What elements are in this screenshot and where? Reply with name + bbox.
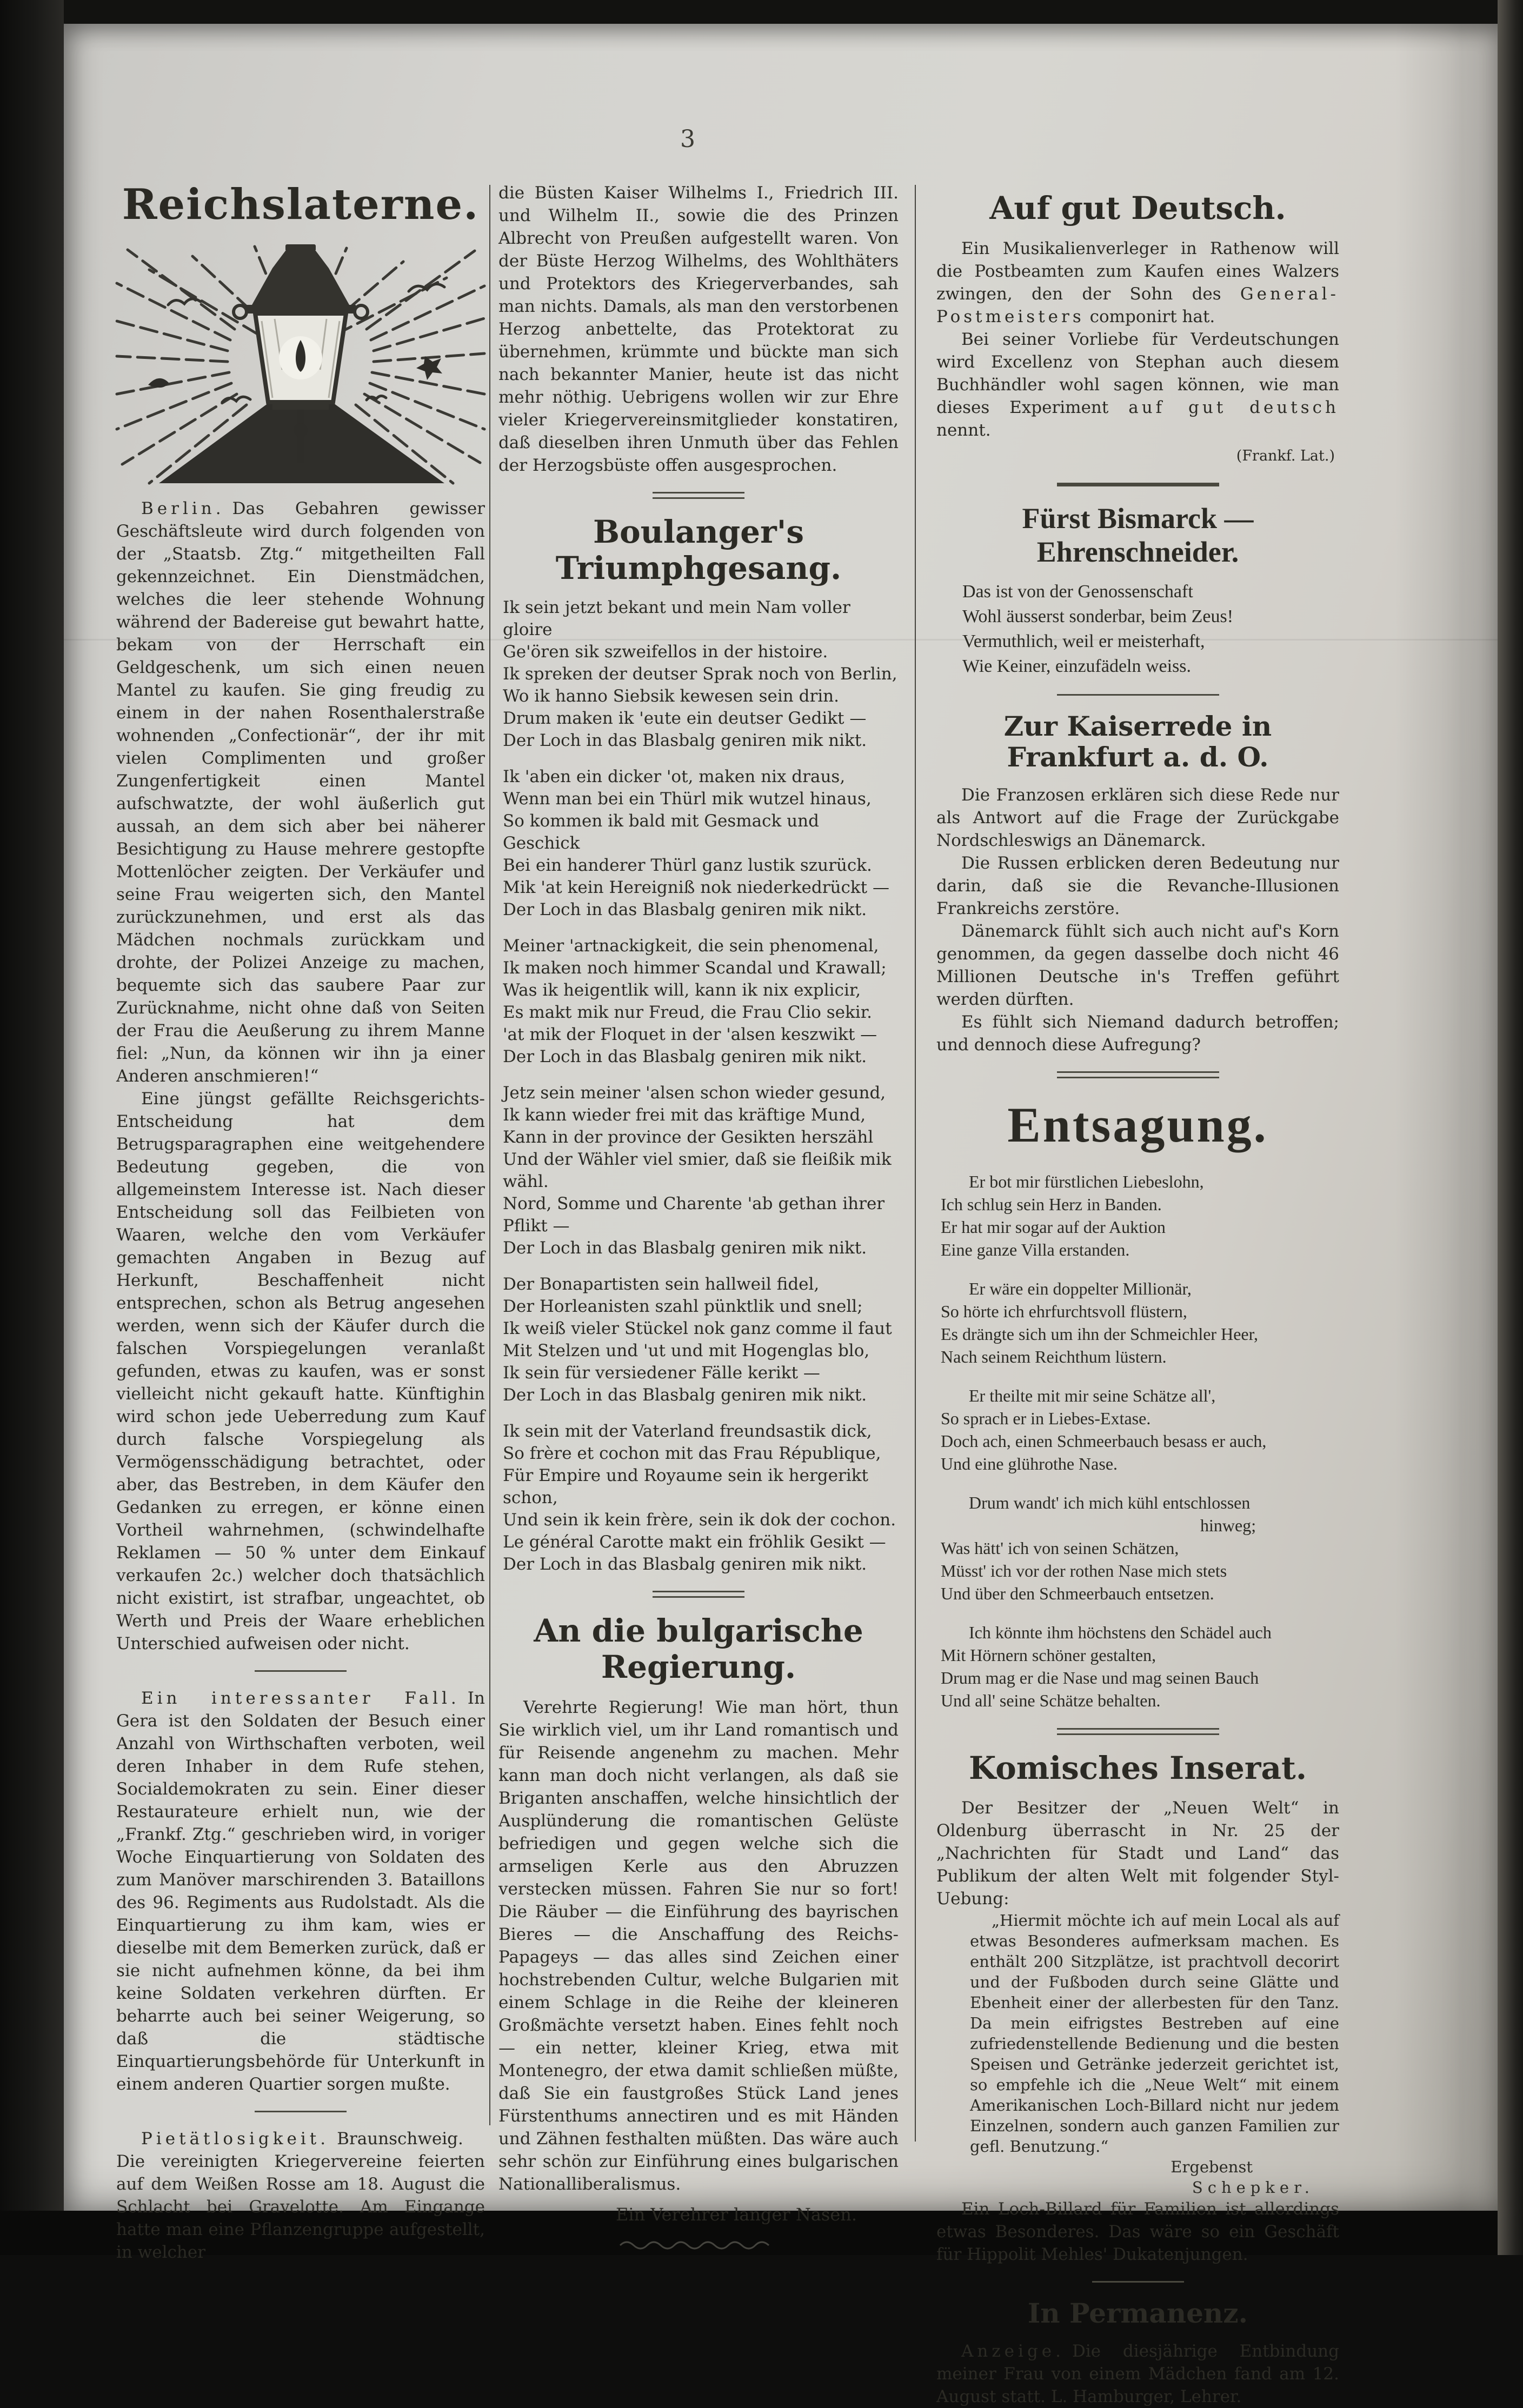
poem-line: Was ik heigentlik will, kann ik nix explicir, (503, 980, 861, 1000)
article-aufgut-source: (Frankf. Lat.) (1236, 447, 1335, 464)
article-bulgarien: Verehrte Regierung! Wie man hört, thun Sie wirklich viel, um ihr Land romantisch und für Reisende angenehm zu machen. Mehr kann man doch nicht verlangen, als daß sie Briganten anschaffen, welche hinsichtlich der Ausplünderung die romantischen Gelüste befriedigen und gegen welche sich die armseligen Kerle aus den Abruzzen verstecken müssen. Fahren Sie nur so fort! Die Räuber — die Einführung des bayrischen Bieres — die Anschaffung des Reichs-Papageys — das alles sind Zeichen einer hochstrebenden Cultur, welche Bulgarien mit einem Schlage in die Reihe der kleineren Großmächte versetzt haben. Eines fehlt noch — ein netter, kleiner Krieg, etwa mit Montenegro, der etwa damit schließen müßte, daß Sie ein faustgroßes Stück Land jenes Fürstenthums annectiren und es mit Händen und Zähnen festhalten müßten. Das wäre auch sehr schön zur Einführung eines bulgarischen Nationalliberalismus. (498, 1697, 899, 2194)
boulanger-poem (503, 597, 899, 1576)
poem-line: Für Empire und Royaume sein ik hergerikt schon, (503, 1466, 868, 1508)
inserat-signer: Schepker. (1192, 2178, 1314, 2197)
section-divider-double (1057, 1728, 1219, 1735)
poem-line: Was hätt' ich von seinen Schätzen, (941, 1538, 1179, 1558)
article-kaiserrede-p3: Dänemarck fühlt sich auch nicht auf's Korn genommen, da gegen dasselbe doch nicht 46 Millionen Deutsche in's Treffen geführt werden dürften. (936, 921, 1339, 1009)
poem-line: Jetz sein meiner 'alsen schon wieder gesund, (503, 1083, 886, 1103)
lantern-base-icon (272, 402, 329, 410)
inserat-quote-text: „Hiermit möchte ich auf mein Local als auf etwas Besonderes aufmerksam machen. Es enthält 200 Sitzplätze, ist prachtvoll decorirt und der Fußboden durch seine Glätte und Ebenheit einer der allerbesten für den Tanz. Da mein eifrigstes Bestreben auf eine zufriedenstellende Bedienung und die besten Speisen und Getränke jederzeit gerichtet ist, so empfehle ich die „Neue Welt“ mit einem Amerikanischen Loch-Billard nicht nur jedem Einzelnen, sondern auch ganzen Familien zur gefl. Benutzung.“ (970, 1911, 1339, 2156)
poem-line: Der Loch in das Blasbalg geniren mik nikt. (503, 1238, 867, 1258)
article-pietaet-continuation: die Büsten Kaiser Wilhelms I., Friedrich III. und Wilhelm II., sowie die des Prinzen Albrecht von Preußen aufgestellt waren. Von der Büste Herzog Wilhelms, des Wohlthäters und Protektors des Kriegerverbandes, sah man nichts. Damals, als man den verstorbenen Herzog anbettelte, das Protektorat zu übernehmen, krümmte und bückte man sich nach bekannter Manier, heute ist das nicht mehr nöthig. Uebrigens wollen wir zur Ehre vieler Kriegervereinsmitglieder konstatiren, daß dieselben ihren Unmuth über das Fehlen der Herzogsbüste offen ausgesprochen. (498, 183, 899, 475)
reichslaterne-lantern-illustration (116, 240, 485, 489)
article-kaiserrede-p1: Die Franzosen erklären sich diese Rede nur als Antwort auf die Frage der Zurückgabe Nordschleswigs an Dänemarck. (936, 785, 1339, 850)
section-divider (1057, 694, 1219, 696)
poem-line: Kann in der province der Gesikten herszähl (503, 1128, 874, 1148)
article-reichsgericht: Eine jüngst gefällte Reichsgerichts-Entscheidung hat dem Betrugsparagraphen eine weitgehendere Bedeutung gegeben, die von allgemeinstem Interesse ist. Nach dieser Entscheidung soll das Feilbieten von Waaren, welche den vom Verkäufer gemachten Angaben in Bezug auf Herkunft, Beschaffenheit nicht entsprechen, schon als Betrug angesehen werden, wenn sich der Käufer durch die falschen Vorspiegelungen veranlaßt gefunden, etwas zu kaufen, was er sonst vielleicht nicht gekauft hatte. Künftighin wird schon jede Ueberredung zum Kauf durch falsche Vorspiegelung als Vermögensschädigung betrachtet, oder aber, das Bestreben, in dem Käufer den Gedanken zu erregen, er könne einen Vortheil wahrnehmen, (schwindelhafte Reklamen — 50 % unter dem Einkauf verkaufen 2c.) welcher doch thatsächlich nicht existirt, ist strafbar, ungeachtet, ob Werth und Preis der Waare erheblichen Unterschied aufweisen oder nicht. (116, 1089, 485, 1653)
poem-line: Und der Wähler viel smier, daß sie fleißik mik wähl. (503, 1150, 892, 1192)
poem-line: Nord, Somme und Charente 'ab gethan ihrer Pflikt — (503, 1194, 885, 1236)
poem-line: Es makt mik nur Freud, die Frau Clio sekir. (503, 1003, 872, 1023)
poem-line: Drum maken ik 'eute ein deutser Gedikt — (503, 709, 867, 729)
poem-line: Drum wandt' ich mich kühl entschlossen (969, 1492, 1251, 1512)
poem-line: Der Loch in das Blasbalg geniren mik nikt. (503, 900, 867, 920)
boulanger-stanza-5 (503, 1273, 899, 1406)
poem-line: Und all' seine Schätze behalten. (941, 1690, 1161, 1710)
boulanger-stanza-4 (503, 1082, 899, 1259)
boulanger-stanza-1 (503, 597, 899, 752)
poem-line: Wenn man bei ein Thürl mik wutzel hinaus, (503, 789, 872, 809)
poem-line: Nach seinem Reichthum lüstern. (941, 1346, 1167, 1366)
scan-edge-right (1498, 0, 1523, 2255)
article-pietaetlosigkeit (116, 2127, 485, 2264)
column-middle (498, 182, 899, 2250)
aufgut-p2-tail: nennt. (936, 420, 991, 440)
entsagung-stanza-1 (941, 1170, 1339, 1261)
section-divider (255, 1670, 347, 1672)
article-kaiserrede-p2: Die Russen erblicken deren Bedeutung nur darin, daß sie die Revanche-Illusionen Frankreichs zerstöre. (936, 853, 1339, 918)
poem-line: Der Loch in das Blasbalg geniren mik nikt. (503, 731, 867, 751)
column-rule-right (915, 185, 916, 2142)
poem-line: Müsst' ich vor der rothen Nase mich stets (941, 1560, 1227, 1580)
poem-line: So sprach er in Liebes-Extase. (941, 1408, 1151, 1428)
poem-line: Ich könnte ihm höchstens den Schädel auch (969, 1622, 1272, 1642)
poem-line: So hörte ich ehrfurchtsvoll flüstern, (941, 1301, 1187, 1321)
aufgut-p2-spaced: auf gut deutsch (1128, 397, 1339, 417)
poem-line: hinweg; (1200, 1515, 1256, 1535)
scan-edge-top (0, 0, 1523, 24)
article-permanenz (936, 2340, 1339, 2408)
section-divider (255, 2111, 347, 2112)
poem-line: Wo ik hanno Siebsik kewesen sein drin. (503, 686, 839, 706)
boulanger-stanza-2 (503, 766, 899, 921)
poem-line: Ge'ören sik szweifellos in der histoire. (503, 642, 828, 662)
section-title-reichslaterne: Reichslaterne. (122, 180, 480, 229)
poem-line: Er theilte mit mir seine Schätze all', (969, 1385, 1216, 1405)
poem-line: Wie Keiner, einzufädeln weiss. (962, 656, 1192, 676)
entsagung-poem (941, 1170, 1339, 1712)
poem-line: Ik spreken der deutser Sprak noch von Berlin, (503, 664, 897, 684)
poem-line: Der Loch in das Blasbalg geniren mik nikt. (503, 1555, 867, 1575)
article-pietaet-lead: Pietätlosigkeit. (141, 2129, 330, 2149)
poem-line: Meiner 'artnackigkeit, die sein phenomenal, (503, 936, 879, 956)
poem-line: Es drängte sich um ihn der Schmeichler Heer, (941, 1324, 1258, 1344)
poem-line: Das ist von der Genossenschaft (962, 581, 1193, 602)
poem-line: Ik maken noch himmer Scandal und Krawall; (503, 958, 887, 978)
section-divider-double (653, 492, 744, 499)
poem-line: Drum mag er die Nase und mag seinen Bauch (941, 1667, 1259, 1687)
scan-edge-left (0, 0, 64, 2255)
poem-line: Eine ganze Villa erstanden. (941, 1239, 1130, 1259)
poem-line: Der Loch in das Blasbalg geniren mik nikt. (503, 1047, 867, 1067)
article-pietaet-text: Braunschweig. Die vereinigten Kriegervereine feierten auf dem Weißen Rosse am 18. August die Schlacht bei Gravelotte. Am Eingange hatte man eine Pflanzengruppe aufgestellt, in welcher (116, 2129, 485, 2262)
poem-line: Der Loch in das Blasbalg geniren mik nikt. (503, 1385, 867, 1405)
poem-line: So kommen ik bald mit Gesmack und Geschick (503, 811, 819, 853)
poem-line: Er bot mir fürstlichen Liebeslohn, (969, 1171, 1204, 1191)
section-title-bismarck: Fürst Bismarck — Ehrenschneider. (1022, 502, 1254, 568)
inserat-quote-block (970, 1910, 1339, 2198)
poem-line: Vermuthlich, weil er meisterhaft, (962, 631, 1205, 651)
poem-line: Mik 'at kein Hereigniß nok niederkedrückt — (503, 878, 889, 898)
section-title-komisches-inserat: Komisches Inserat. (968, 1749, 1307, 1786)
wavy-divider (617, 2240, 780, 2250)
lantern-scroll-left-icon (234, 305, 247, 318)
section-title-auf-gut-deutsch: Auf gut Deutsch. (989, 190, 1286, 226)
permanenz-text: Die diesjährige Entbindung meiner Frau von einem Mädchen fand am 12. August statt. L. Hamburger, Lehrer. (936, 2341, 1339, 2406)
inserat-closing: Ergebenst (1170, 2158, 1253, 2177)
column-rule-left (489, 185, 490, 2125)
section-divider-double (653, 1591, 744, 1598)
article-kaiserrede-p4: Es fühlt sich Niemand dadurch betroffen; und dennoch diese Aufregung? (936, 1012, 1339, 1055)
bismarck-poem (941, 579, 1339, 679)
boulanger-stanza-6 (503, 1420, 899, 1576)
poem-line: Und über den Schmeerbauch entsetzen. (941, 1583, 1214, 1603)
poem-line: Wohl äusserst sonderbar, beim Zeus! (962, 606, 1234, 626)
entsagung-stanza-5 (941, 1621, 1339, 1712)
column-left (116, 178, 485, 2264)
lantern-roof-upper-icon (272, 251, 329, 268)
section-title-kaiserrede: Zur Kaiserrede in Frankfurt a. d. O. (1003, 710, 1272, 773)
aufgut-p2-text: Bei seiner Vorliebe für Verdeutschungen wird Excellenz von Stephan auch diesem Buchhändler wohl sagen können, wie man dieses Experiment (936, 329, 1339, 417)
poem-line: Bei ein handerer Thürl ganz lustik szurück. (503, 856, 872, 876)
article-berlin-text: Das Gebahren gewisser Geschäftsleute wird durch folgenden von der „Staatsb. Ztg.“ mitgetheilten Fall gekennzeichnet. Ein Dienstmädchen, welches die leer stehende Wohnung während der Badereise gut bewahrt hatte, bekam von der Herrschaft ein Geldgeschenk, um sich einen neuen Mantel zu kaufen. Sie ging freudig zu einem in der nahen Rosenthalerstraße wohnenden „Confectionär“, der ihr mit vielen Complimenten und großer Zungenfertigkeit einen Mantel aufschwatzte, der wohl äußerlich gut aussah, an dem sich aber bei näherer Besichtigung zu Hause mehrere gestopfte Mottenlöcher zeigten. Der Verkäufer und seine Frau weigerten sich, den Mantel zurückzunehmen, und erst als das Mädchen nochmals zurückkam und drohte, der Polizei Anzeige zu machen, bequemte sich das saubere Paar zur Zurücknahme, nicht ohne daß von Seiten der Frau die Aeußerung zu ihrem Manne fiel: „Nun, da können wir ihn ja einer Anderen anschmieren!“ (116, 498, 485, 1086)
article-inserat-intro: Der Besitzer der „Neuen Welt“ in Oldenburg überrascht in Nr. 25 der „Nachrichten für Stadt und Land“ das Publikum der alten Welt mit folgender Styl-Uebung: (936, 1798, 1339, 1909)
section-divider (1092, 2281, 1184, 2283)
poem-line: 'at mik der Floquet in der 'alsen keszwikt — (503, 1025, 877, 1045)
entsagung-stanza-2 (941, 1277, 1339, 1368)
section-title-in-permanenz: In Permanenz. (1027, 2297, 1248, 2330)
poem-line: Ik sein jetzt bekant und mein Nam voller gloire (503, 598, 850, 640)
boulanger-stanza-3 (503, 935, 899, 1068)
poem-line: Ik sein für versiedener Fälle kerikt — (503, 1363, 820, 1383)
poem-line: Ik weiß vieler Stückel nok ganz comme il faut (503, 1319, 892, 1339)
poem-line: Mit Stelzen und 'ut und mit Hogenglas blo, (503, 1341, 870, 1361)
column-right (936, 190, 1339, 2408)
article-gera-text: In Gera ist den Soldaten der Besuch einer Anzahl von Wirthschaften verboten, weil deren Inhaber in dem Rufe stehen, Socialdemokraten zu sein. Einer dieser Restaurateure erhielt nun, wie der „Frankf. Ztg.“ geschrieben wird, in voriger Woche Einquartierung von Soldaten des zum Manöver marschirenden 3. Bataillons des 96. Regiments aus Rudolstadt. Als die Einquartierung zu ihm kam, wies er dieselbe mit dem Bemerken zurück, daß er sie nicht aufnehmen könne, da bei ihm keine Soldaten verkehren dürften. Er beharrte auch bei seiner Weigerung, so daß die städtische Einquartierungsbehörde für Unterkunft in einem anderen Quartier sorgen mußte. (116, 1688, 485, 2094)
section-divider-thick (1057, 483, 1219, 486)
article-aufgut-p1 (936, 237, 1339, 328)
section-title-entsagung: Entsagung. (1007, 1097, 1268, 1152)
article-inserat-comment: Ein Loch-Billard für Familien ist allerdings etwas Besonderes. Das wäre so ein Geschäft für Hippolit Mehles' Dukatenjungen. (936, 2199, 1339, 2265)
article-gera (116, 1687, 485, 2096)
entsagung-stanza-3 (941, 1384, 1339, 1475)
aufgut-p1-tail: componirt hat. (1084, 306, 1215, 326)
article-berlin-lead: Berlin. (141, 498, 225, 518)
poem-line: So frère et cochon mit das Frau République, (503, 1444, 881, 1464)
aufgut-p1-spaced: General-Postmeisters (936, 284, 1339, 326)
permanenz-lead: Anzeige. (961, 2341, 1065, 2361)
poem-line: Und sein ik kein frère, sein ik dok der cochon. (503, 1510, 896, 1530)
poem-line: Er wäre ein doppelter Millionär, (969, 1278, 1192, 1298)
article-aufgut-p2 (936, 328, 1339, 442)
poem-line: Doch ach, einen Schmeerbauch besass er auch, (941, 1431, 1267, 1451)
poem-line: Ich schlug sein Herz in Banden. (941, 1194, 1162, 1214)
poem-line: Und eine glührothe Nase. (941, 1453, 1118, 1473)
poem-line: Ik kann wieder frei mit das kräftige Mund, (503, 1105, 866, 1125)
page-number: 3 (680, 125, 695, 153)
poem-line: Der Bonapartisten sein hallweil fidel, (503, 1275, 820, 1295)
poem-line: Ik 'aben ein dicker 'ot, maken nix draus, (503, 767, 846, 787)
aufgut-p1-text: Ein Musikalienverleger in Rathenow will die Postbeamten zum Kaufen eines Walzers zwingen, den der Sohn des (936, 238, 1339, 304)
poem-line: Der Horleanisten szahl pünktlik und snell; (503, 1297, 863, 1317)
moth-icon (416, 356, 442, 380)
lantern-scroll-right-icon (355, 305, 368, 318)
entsagung-stanza-4 (941, 1491, 1339, 1605)
article-berlin (116, 497, 485, 1088)
paper-fold-shadow (1395, 24, 1498, 2211)
article-gera-lead: Ein interessanter Fall. (141, 1688, 460, 1708)
article-bulgarien-signature: Ein Verehrer langer Nasen. (615, 2204, 857, 2225)
section-title-bulgarische-regierung: An die bulgarische Regierung. (534, 1612, 863, 1686)
bismarck-stanza (962, 579, 1339, 679)
poem-line: Er hat mir sogar auf der Auktion (941, 1217, 1166, 1237)
section-title-boulanger: Boulanger's Triumphgesang. (555, 513, 842, 586)
poem-line: Ik sein mit der Vaterland freundsastik dick, (503, 1422, 872, 1442)
section-divider-double (1057, 1071, 1219, 1078)
lantern-chimney-cap-icon (285, 244, 316, 251)
poem-line: Le général Carotte makt ein fröhlik Gesikt — (503, 1532, 886, 1552)
poem-line: Mit Hörnern schöner gestalten, (941, 1645, 1156, 1665)
